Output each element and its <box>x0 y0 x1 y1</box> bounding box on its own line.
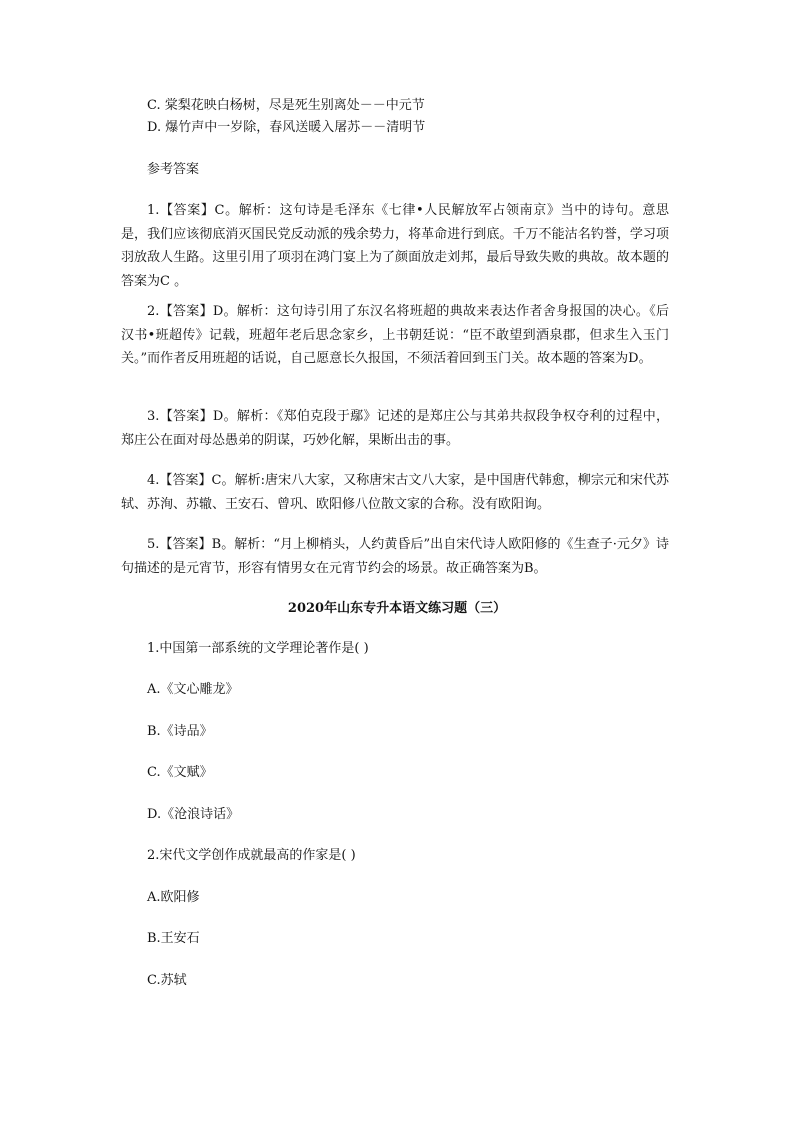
question-1-stem: 1.中国第一部系统的文学理论著作是( ) <box>147 641 369 656</box>
question-2-option-c: C.苏轼 <box>147 973 187 988</box>
answer-5: 5.【答案】B。解析：“月上柳梢头，人约黄昏后”出自宋代诗人欧阳修的《生查子·元夕》诗句描述的是元宵节，形容有情男女在元宵节约会的场景。故正确答案为B。 <box>121 537 669 576</box>
answer-2: 2.【答案】D。解析：这句诗引用了东汉名将班超的典故来表达作者舍身报国的决心。《后汉书•班超传》记载，班超年老后思念家乡，上书朝廷说：“臣不敢望到酒泉郡，但求生入玉门关。”而作者反用班超的话说，自己愿意长久报国，不须活着回到玉门关。故本题的答案为D。 <box>121 304 669 366</box>
option-c-line: C. 棠梨花映白杨树，尽是死生别离处－－中元节 <box>147 98 425 113</box>
question-2-stem: 2.宋代文学创作成就最高的作家是( ) <box>147 848 356 863</box>
question-2-option-a: A.欧阳修 <box>147 890 200 905</box>
section-title: 2020年山东专升本语文练习题（三） <box>287 601 507 616</box>
answer-1: 1.【答案】C。解析：这句诗是毛泽东《七律•人民解放军占领南京》当中的诗句。意思是，我们应该彻底消灭国民党反动派的残余势力，将革命进行到底。千万不能沽名钓誉，学习项羽放敌人生路。这里引用了项羽在鸿门宴上为了颜面放走刘邦，最后导致失败的典故。故本题的答案为C 。 <box>121 203 669 289</box>
option-d-line: D. 爆竹声中一岁除，春风送暖入屠苏－－清明节 <box>147 120 426 135</box>
answer-4: 4.【答案】C。解析:唐宋八大家，又称唐宋古文八大家，是中国唐代韩愈，柳宗元和宋代苏轼、苏洵、苏辙、王安石、曾巩、欧阳修八位散文家的合称。没有欧阳询。 <box>121 473 669 512</box>
answer-3: 3.【答案】D。解析：《郑伯克段于鄢》记述的是郑庄公与其弟共叔段争权夺利的过程中，郑庄公在面对母怂愚弟的阴谋，巧妙化解，果断出击的事。 <box>121 409 669 448</box>
reference-answers-heading: 参考答案 <box>147 162 200 177</box>
question-1-option-a: A.《文心雕龙》 <box>147 682 239 697</box>
question-1-option-d: D.《沧浪诗话》 <box>147 807 240 822</box>
question-1-option-b: B.《诗品》 <box>147 724 213 739</box>
question-1-option-c: C.《文赋》 <box>147 765 213 780</box>
question-2-option-b: B.王安石 <box>147 931 200 946</box>
